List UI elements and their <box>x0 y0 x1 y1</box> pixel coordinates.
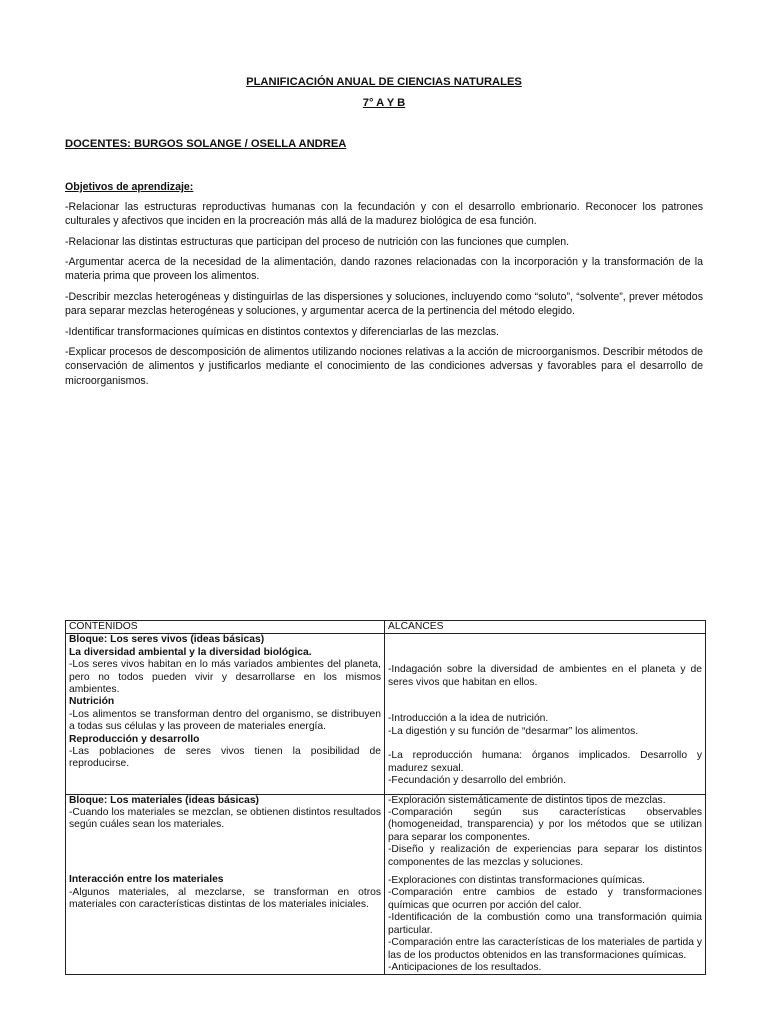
table-row <box>66 794 706 975</box>
block-title: Bloque: Los materiales (ideas básicas) <box>69 794 259 806</box>
scope-item: -Comparación según sus características observables (homogeneidad, transparencia) y por los métodos que se utilizan para separar los componentes. <box>388 807 702 843</box>
table-row <box>66 634 706 794</box>
objective-item: -Argumentar acerca de la necesidad de la alimentación, dando razones relacionadas con la incorporación y la transformación de la materia prima que proveen los alimentos. <box>65 256 703 283</box>
scopes-cell <box>385 634 706 794</box>
scopes-cell <box>385 794 706 975</box>
section-text: -Las poblaciones de seres vivos tienen la posibilidad de reproducirse. <box>69 746 381 770</box>
scope-item: -La digestión y su función de “desarmar” los alimentos. <box>388 725 639 737</box>
contents-cell <box>66 794 385 975</box>
scope-item: -Comparación entre cambios de estado y transformaciones químicas que ocurren por acción del calor. <box>388 887 702 911</box>
objective-item: -Relacionar las estructuras reproductivas humanas con la fecundación y con el desarrollo embrionario. Reconocer los patrones culturales y afectivos que inciden en la procreación más allá de la madurez biológica de esa función. <box>65 201 703 228</box>
document-title: PLANIFICACIÓN ANUAL DE CIENCIAS NATURALES <box>246 76 522 88</box>
teachers-line: DOCENTES: BURGOS SOLANGE / OSELLA ANDREA <box>65 138 347 150</box>
section-text: -Los seres vivos habitan en lo más variados ambientes del planeta, pero no todos pueden vivir y desarrollarse en los mismos ambientes. <box>69 659 381 696</box>
scope-item: -Comparación entre las características de los materiales de partida y las de los productos obtenidos en las transformaciones químicas. <box>388 937 702 961</box>
objective-item: -Identificar transformaciones químicas en distintos contextos y diferenciarlas de las mezclas. <box>65 325 499 338</box>
section-title: La diversidad ambiental y la diversidad biológica. <box>69 646 312 658</box>
scope-item: -Fecundación y desarrollo del embrión. <box>388 775 566 787</box>
grade-label: 7° A Y B <box>362 97 406 109</box>
objectives-heading: Objetivos de aprendizaje: <box>65 181 194 193</box>
block-title: Bloque: Los seres vivos (ideas básicas) <box>69 634 265 646</box>
scope-item: -Diseño y realización de experiencias para separar los distintos componentes de las mezclas y soluciones. <box>388 844 702 868</box>
objective-item: -Relacionar las distintas estructuras que participan del proceso de nutrición con las funciones que cumplen. <box>65 235 570 248</box>
scope-item: -Anticipaciones de los resultados. <box>388 961 542 973</box>
scope-item: -Exploraciones con distintas transformaciones químicas. <box>388 875 645 887</box>
scope-item: -Identificación de la combustión como una transformación quimia particular. <box>388 912 702 936</box>
table-header-row <box>66 621 706 634</box>
header-contents: CONTENIDOS <box>66 621 385 634</box>
section-title: Nutrición <box>69 696 115 708</box>
section-text: -Los alimentos se transforman dentro del organismo, se distribuyen a todas sus células y las proveen de materiales energía. <box>69 708 381 733</box>
objective-item: -Explicar procesos de descomposición de alimentos utilizando nociones relativas a la acción de microorganismos. Describir métodos de conservación de alimentos y justificarlos mediante el conocimiento de las condiciones adversas y favorables para el desarrollo de microorganismos. <box>65 346 703 387</box>
section-title: Reproducción y desarrollo <box>69 733 200 745</box>
scope-item: -Exploración sistemáticamente de distintos tipos de mezclas. <box>388 794 666 806</box>
section-text: -Algunos materiales, al mezclarse, se transforman en otros materiales con características distintas de los materiales iniciales. <box>69 886 381 911</box>
contents-table <box>65 620 706 975</box>
objectives-list <box>65 200 703 394</box>
scope-item: -Introducción a la idea de nutrición. <box>388 713 549 725</box>
header-scopes: ALCANCES <box>385 621 706 634</box>
contents-cell <box>66 634 385 794</box>
scope-item: -La reproducción humana: órganos implicados. Desarrollo y madurez sexual. <box>388 750 702 774</box>
objective-item: -Describir mezclas heterogéneas y distinguirlas de las dispersiones y soluciones, incluyendo como “soluto”, “solvente”, prever métodos para separar mezclas heterogéneas y soluciones, y argumentar acerca de la pertinencia del método elegido. <box>65 290 703 318</box>
section-title: Interacción entre los materiales <box>69 874 224 886</box>
scope-item: -Indagación sobre la diversidad de ambientes en el planeta y de seres vivos que habitan en ellos. <box>388 664 702 688</box>
section-text: -Cuando los materiales se mezclan, se obtienen distintos resultados según cuáles sean los materiales. <box>69 807 381 831</box>
